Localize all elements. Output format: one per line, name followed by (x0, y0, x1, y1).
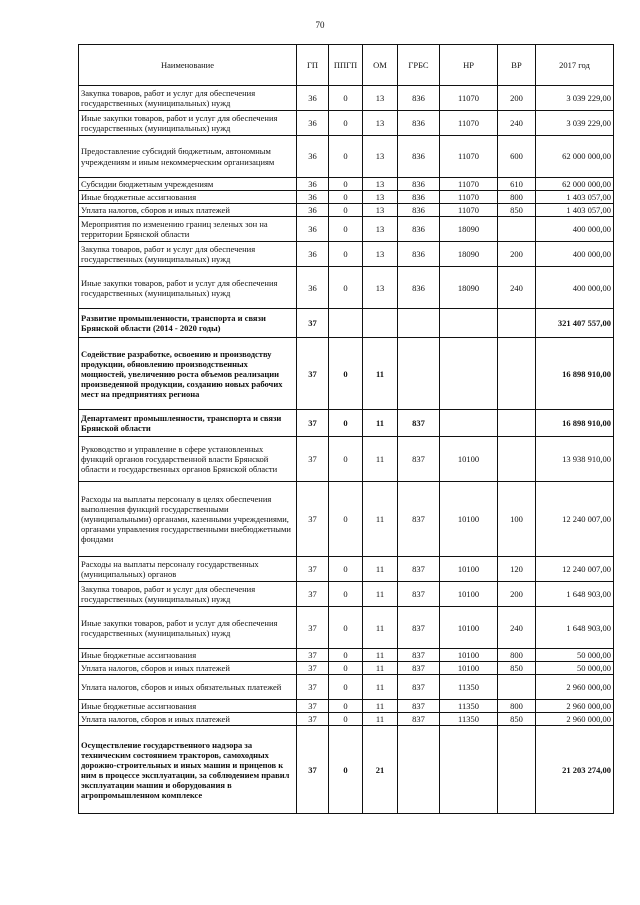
cell-vr: 600 (498, 136, 536, 178)
cell-nr: 11070 (440, 136, 498, 178)
table-row (79, 607, 614, 649)
col-header-om: ОМ (363, 45, 398, 86)
cell-grbs: 837 (398, 557, 440, 582)
cell-gp: 37 (297, 726, 329, 814)
col-header-year: 2017 год (536, 45, 614, 86)
cell-amount: 2 960 000,00 (536, 675, 614, 700)
table-row (79, 204, 614, 217)
cell-ppgp: 0 (329, 217, 363, 242)
cell-om: 13 (363, 191, 398, 204)
cell-gp: 37 (297, 437, 329, 482)
cell-vr (498, 338, 536, 410)
cell-nr: 11070 (440, 86, 498, 111)
cell-om: 11 (363, 410, 398, 437)
col-header-nr: НР (440, 45, 498, 86)
cell-amount: 62 000 000,00 (536, 136, 614, 178)
cell-gp: 36 (297, 178, 329, 191)
cell-name: Предоставление субсидий бюджетным, автономным учреждениям и иным некоммерческим организациям (79, 136, 297, 178)
cell-gp: 37 (297, 410, 329, 437)
cell-amount: 2 960 000,00 (536, 700, 614, 713)
cell-nr: 10100 (440, 607, 498, 649)
cell-amount: 1 648 903,00 (536, 607, 614, 649)
cell-vr: 200 (498, 86, 536, 111)
cell-vr: 240 (498, 607, 536, 649)
cell-amount: 400 000,00 (536, 267, 614, 309)
cell-gp: 37 (297, 700, 329, 713)
cell-grbs: 837 (398, 582, 440, 607)
cell-ppgp: 0 (329, 242, 363, 267)
cell-grbs: 837 (398, 482, 440, 557)
cell-amount: 13 938 910,00 (536, 437, 614, 482)
cell-vr: 800 (498, 649, 536, 662)
table-row (79, 242, 614, 267)
cell-nr: 11070 (440, 191, 498, 204)
cell-vr: 100 (498, 482, 536, 557)
cell-name: Иные бюджетные ассигнования (79, 649, 297, 662)
cell-om: 13 (363, 267, 398, 309)
cell-amount: 50 000,00 (536, 649, 614, 662)
table-row (79, 482, 614, 557)
cell-amount: 16 898 910,00 (536, 410, 614, 437)
cell-om: 11 (363, 437, 398, 482)
col-header-vr: ВР (498, 45, 536, 86)
cell-om: 11 (363, 607, 398, 649)
cell-name: Закупка товаров, работ и услуг для обеспечения государственных (муниципальных) нужд (79, 582, 297, 607)
cell-amount: 12 240 007,00 (536, 557, 614, 582)
cell-om: 13 (363, 178, 398, 191)
cell-name: Департамент промышленности, транспорта и связи Брянской области (79, 410, 297, 437)
cell-gp: 37 (297, 338, 329, 410)
cell-om: 13 (363, 86, 398, 111)
cell-nr: 18090 (440, 267, 498, 309)
cell-om: 11 (363, 482, 398, 557)
cell-nr: 10100 (440, 437, 498, 482)
table-row (79, 338, 614, 410)
cell-ppgp: 0 (329, 410, 363, 437)
cell-amount: 1 648 903,00 (536, 582, 614, 607)
table-row (79, 582, 614, 607)
cell-vr: 200 (498, 242, 536, 267)
cell-grbs: 836 (398, 267, 440, 309)
cell-nr: 10100 (440, 582, 498, 607)
table-row (79, 136, 614, 178)
cell-grbs: 837 (398, 700, 440, 713)
cell-ppgp: 0 (329, 111, 363, 136)
cell-amount: 3 039 229,00 (536, 111, 614, 136)
table-row (79, 309, 614, 338)
cell-vr: 850 (498, 204, 536, 217)
cell-vr: 800 (498, 191, 536, 204)
cell-nr (440, 726, 498, 814)
page-number: 70 (315, 20, 325, 30)
cell-amount: 1 403 057,00 (536, 204, 614, 217)
cell-vr: 240 (498, 111, 536, 136)
cell-gp: 37 (297, 662, 329, 675)
cell-amount: 1 403 057,00 (536, 191, 614, 204)
table-row (79, 675, 614, 700)
table-body (79, 86, 614, 814)
cell-amount: 50 000,00 (536, 662, 614, 675)
table-row (79, 700, 614, 713)
cell-grbs: 837 (398, 437, 440, 482)
cell-ppgp: 0 (329, 267, 363, 309)
cell-nr (440, 338, 498, 410)
cell-grbs: 836 (398, 178, 440, 191)
cell-name: Осуществление государственного надзора за техническим состоянием тракторов, самоходных дорожно-строительных и иных машин и прицепов к ним в процессе эксплуатации, за соблюдением правил эксплуатации машин и оборудования в агропромышленном комплексе (79, 726, 297, 814)
cell-ppgp: 0 (329, 482, 363, 557)
cell-grbs (398, 338, 440, 410)
cell-amount: 12 240 007,00 (536, 482, 614, 557)
cell-om: 11 (363, 582, 398, 607)
table-row (79, 86, 614, 111)
cell-vr: 850 (498, 662, 536, 675)
table-row (79, 726, 614, 814)
cell-ppgp: 0 (329, 178, 363, 191)
table-row (79, 267, 614, 309)
cell-om: 13 (363, 204, 398, 217)
cell-gp: 37 (297, 309, 329, 338)
cell-ppgp: 0 (329, 607, 363, 649)
cell-name: Содействие разработке, освоению и производству продукции, обновлению производственных мощностей, увеличению роста объемов реализации произведенной продукции, созданию новых рабочих мест на предприятиях региона (79, 338, 297, 410)
cell-name: Уплата налогов, сборов и иных платежей (79, 204, 297, 217)
col-header-grbs: ГРБС (398, 45, 440, 86)
cell-gp: 36 (297, 86, 329, 111)
cell-grbs: 837 (398, 713, 440, 726)
cell-gp: 36 (297, 136, 329, 178)
cell-om: 11 (363, 557, 398, 582)
cell-gp: 37 (297, 675, 329, 700)
cell-vr: 850 (498, 713, 536, 726)
cell-name: Расходы на выплаты персоналу государственных (муниципальных) органов (79, 557, 297, 582)
cell-amount: 321 407 557,00 (536, 309, 614, 338)
cell-name: Развитие промышленности, транспорта и связи Брянской области (2014 - 2020 годы) (79, 309, 297, 338)
cell-name: Руководство и управление в сфере установленных функций органов государственной власти Брянской области и государственных органов Брянской области (79, 437, 297, 482)
cell-vr (498, 437, 536, 482)
cell-amount: 3 039 229,00 (536, 86, 614, 111)
col-header-name: Наименование (79, 45, 297, 86)
cell-grbs: 836 (398, 136, 440, 178)
cell-name: Мероприятия по изменению границ зеленых зон на территории Брянской области (79, 217, 297, 242)
cell-nr (440, 410, 498, 437)
cell-grbs: 836 (398, 191, 440, 204)
cell-vr (498, 217, 536, 242)
cell-grbs: 836 (398, 217, 440, 242)
cell-gp: 37 (297, 557, 329, 582)
cell-nr: 10100 (440, 662, 498, 675)
cell-ppgp: 0 (329, 86, 363, 111)
budget-table (78, 44, 614, 814)
table-row (79, 111, 614, 136)
cell-name: Уплата налогов, сборов и иных платежей (79, 713, 297, 726)
table-row (79, 557, 614, 582)
cell-vr (498, 410, 536, 437)
cell-name: Закупка товаров, работ и услуг для обеспечения государственных (муниципальных) нужд (79, 242, 297, 267)
cell-om: 11 (363, 338, 398, 410)
table-row (79, 191, 614, 204)
cell-vr (498, 675, 536, 700)
col-header-gp: ГП (297, 45, 329, 86)
cell-ppgp: 0 (329, 582, 363, 607)
cell-name: Закупка товаров, работ и услуг для обеспечения государственных (муниципальных) нужд (79, 86, 297, 111)
cell-name: Иные бюджетные ассигнования (79, 191, 297, 204)
cell-vr: 120 (498, 557, 536, 582)
table-row (79, 217, 614, 242)
cell-om: 11 (363, 662, 398, 675)
cell-om (363, 309, 398, 338)
cell-grbs: 836 (398, 204, 440, 217)
cell-om: 11 (363, 713, 398, 726)
cell-vr (498, 726, 536, 814)
cell-name: Иные закупки товаров, работ и услуг для обеспечения государственных (муниципальных) нужд (79, 267, 297, 309)
cell-ppgp: 0 (329, 204, 363, 217)
cell-amount: 16 898 910,00 (536, 338, 614, 410)
cell-ppgp: 0 (329, 649, 363, 662)
cell-grbs: 837 (398, 410, 440, 437)
cell-gp: 36 (297, 242, 329, 267)
cell-grbs: 836 (398, 111, 440, 136)
cell-om: 13 (363, 242, 398, 267)
cell-om: 21 (363, 726, 398, 814)
cell-gp: 37 (297, 713, 329, 726)
cell-gp: 37 (297, 582, 329, 607)
cell-name: Иные закупки товаров, работ и услуг для обеспечения государственных (муниципальных) нужд (79, 111, 297, 136)
cell-gp: 36 (297, 267, 329, 309)
cell-amount: 62 000 000,00 (536, 178, 614, 191)
cell-vr: 610 (498, 178, 536, 191)
cell-gp: 37 (297, 482, 329, 557)
table-row (79, 437, 614, 482)
cell-vr: 200 (498, 582, 536, 607)
cell-om: 11 (363, 700, 398, 713)
cell-nr: 11070 (440, 111, 498, 136)
cell-nr: 11070 (440, 204, 498, 217)
col-header-ppgp: ППГП (329, 45, 363, 86)
cell-om: 11 (363, 675, 398, 700)
cell-grbs: 836 (398, 242, 440, 267)
cell-om: 13 (363, 217, 398, 242)
cell-gp: 36 (297, 217, 329, 242)
cell-ppgp: 0 (329, 675, 363, 700)
cell-amount: 400 000,00 (536, 242, 614, 267)
cell-om: 13 (363, 111, 398, 136)
cell-nr (440, 309, 498, 338)
cell-vr (498, 309, 536, 338)
cell-name: Иные бюджетные ассигнования (79, 700, 297, 713)
cell-grbs: 837 (398, 662, 440, 675)
cell-nr: 11350 (440, 675, 498, 700)
cell-nr: 10100 (440, 482, 498, 557)
table-row (79, 662, 614, 675)
cell-gp: 36 (297, 204, 329, 217)
cell-nr: 18090 (440, 217, 498, 242)
cell-ppgp: 0 (329, 700, 363, 713)
cell-nr: 10100 (440, 557, 498, 582)
cell-gp: 37 (297, 607, 329, 649)
cell-amount: 400 000,00 (536, 217, 614, 242)
cell-name: Уплата налогов, сборов и иных обязательных платежей (79, 675, 297, 700)
cell-grbs (398, 726, 440, 814)
cell-grbs: 836 (398, 86, 440, 111)
cell-ppgp: 0 (329, 726, 363, 814)
cell-ppgp: 0 (329, 191, 363, 204)
table-header-row (79, 45, 614, 86)
cell-nr: 11350 (440, 713, 498, 726)
cell-grbs: 837 (398, 675, 440, 700)
table-row (79, 178, 614, 191)
cell-name: Уплата налогов, сборов и иных платежей (79, 662, 297, 675)
cell-amount: 21 203 274,00 (536, 726, 614, 814)
cell-ppgp: 0 (329, 136, 363, 178)
cell-om: 11 (363, 649, 398, 662)
cell-grbs: 837 (398, 607, 440, 649)
cell-nr: 10100 (440, 649, 498, 662)
cell-ppgp: 0 (329, 338, 363, 410)
table-row (79, 649, 614, 662)
cell-gp: 36 (297, 191, 329, 204)
cell-gp: 36 (297, 111, 329, 136)
cell-ppgp: 0 (329, 713, 363, 726)
cell-vr: 240 (498, 267, 536, 309)
cell-nr: 11070 (440, 178, 498, 191)
cell-nr: 11350 (440, 700, 498, 713)
cell-name: Субсидии бюджетным учреждениям (79, 178, 297, 191)
cell-om: 13 (363, 136, 398, 178)
cell-ppgp: 0 (329, 437, 363, 482)
cell-gp: 37 (297, 649, 329, 662)
cell-name: Расходы на выплаты персоналу в целях обеспечения выполнения функций государственными (муниципальными) органами, казенными учреждениями, органами управления государственными внебюджетными фондами (79, 482, 297, 557)
table-row (79, 410, 614, 437)
cell-ppgp: 0 (329, 557, 363, 582)
cell-ppgp: 0 (329, 662, 363, 675)
cell-nr: 18090 (440, 242, 498, 267)
cell-amount: 2 960 000,00 (536, 713, 614, 726)
cell-grbs: 837 (398, 649, 440, 662)
table-row (79, 713, 614, 726)
cell-name: Иные закупки товаров, работ и услуг для обеспечения государственных (муниципальных) нужд (79, 607, 297, 649)
cell-grbs (398, 309, 440, 338)
cell-vr: 800 (498, 700, 536, 713)
cell-ppgp (329, 309, 363, 338)
